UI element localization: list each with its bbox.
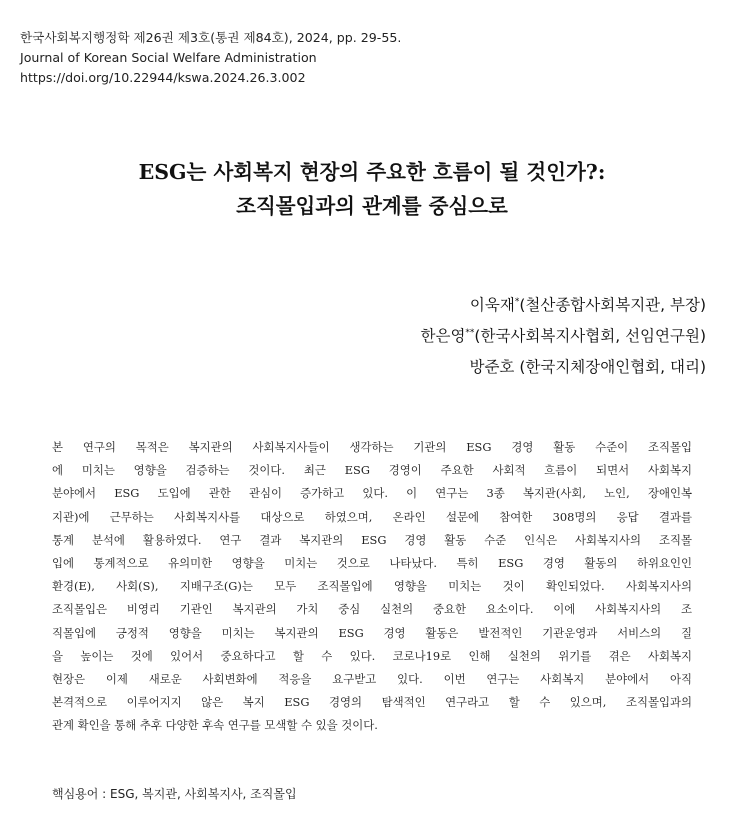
author-1 (421, 290, 707, 321)
author-3 (421, 352, 707, 383)
abstract-line: 분야에서 ESG 도입에 관한 관심이 증가하고 있다. 이 연구는 3종 복지관(사회, 노인, 장애인복 (52, 486, 692, 501)
author-list (421, 290, 707, 383)
title-line-2: 조직몰입과의 관계를 중심으로 (236, 194, 508, 218)
title-line-1: ESG는 사회복지 현장의 주요한 흐름이 될 것인가?: (138, 160, 606, 184)
author-name: 이욱재 (469, 296, 515, 314)
abstract (52, 436, 692, 737)
author-affiliation: (철산종합사회복지관, 부장) (519, 296, 706, 314)
author-mark: ** (465, 327, 475, 338)
abstract-line: 조직몰입은 비영리 기관인 복지관의 가치 중심 실천의 중요한 요소이다. 이에 사회복지사의 조 (52, 602, 692, 617)
author-affiliation: (한국지체장애인협회, 대리) (514, 358, 706, 376)
author-name: 한은영 (420, 327, 466, 345)
paper-title (0, 155, 744, 223)
abstract-line: 환경(E), 사회(S), 지배구조(G)는 모두 조직몰입에 영향을 미치는 것이 확인되었다. 사회복지사의 (52, 579, 692, 594)
doi-link[interactable]: https://doi.org/10.22944/kswa.2024.26.3.002 (20, 70, 306, 85)
author-mark: * (514, 296, 520, 307)
abstract-line: 관계 확인을 통해 추후 다양한 후속 연구를 모색할 수 있을 것이다. (52, 718, 378, 733)
abstract-line: 본격적으로 이루어지지 않은 복지 ESG 경영의 탐색적인 연구라고 할 수 있으며, 조직몰입과의 (52, 695, 692, 710)
keywords: 핵심용어 : ESG, 복지관, 사회복지사, 조직몰입 (52, 787, 297, 801)
abstract-line: 통계 분석에 활용하였다. 연구 결과 복지관의 ESG 경영 활동 수준 인식은 사회복지사의 조직몰 (52, 532, 692, 547)
abstract-line: 을 높이는 것에 있어서 중요하다고 할 수 있다. 코로나19로 인해 실천의 위기를 겪은 사회복지 (52, 648, 692, 663)
abstract-line: 지관)에 근무하는 사회복지사를 대상으로 하였으며, 온라인 설문에 참여한 308명의 응답 결과를 (52, 509, 692, 524)
abstract-line: 직몰입에 긍정적 영향을 미치는 복지관의 ESG 경영 활동은 발전적인 기관운영과 서비스의 질 (52, 625, 692, 640)
journal-title-english: Journal of Korean Social Welfare Administration (20, 50, 317, 65)
journal-header (20, 28, 720, 88)
author-affiliation: (한국사회복지사협회, 선임연구원) (474, 327, 706, 345)
author-2 (421, 321, 707, 352)
abstract-line: 에 미치는 영향을 검증하는 것이다. 최근 ESG 경영이 주요한 사회적 흐름이 되면서 사회복지 (52, 463, 693, 478)
abstract-line: 입에 통계적으로 유의미한 영향을 미치는 것으로 나타났다. 특히 ESG 경영 활동의 하위요인인 (52, 555, 692, 570)
abstract-line: 본 연구의 목적은 복지관의 사회복지사들이 생각하는 기관의 ESG 경영 활동 수준이 조직몰입 (52, 440, 692, 454)
abstract-line: 현장은 이제 새로운 사회변화에 적응을 요구받고 있다. 이번 연구는 사회복지 분야에서 아직 (52, 671, 692, 686)
journal-citation-korean: 한국사회복지행정학 제26권 제3호(통권 제84호), 2024, pp. 29-55. (20, 30, 402, 45)
author-name: 방준호 (469, 358, 515, 376)
